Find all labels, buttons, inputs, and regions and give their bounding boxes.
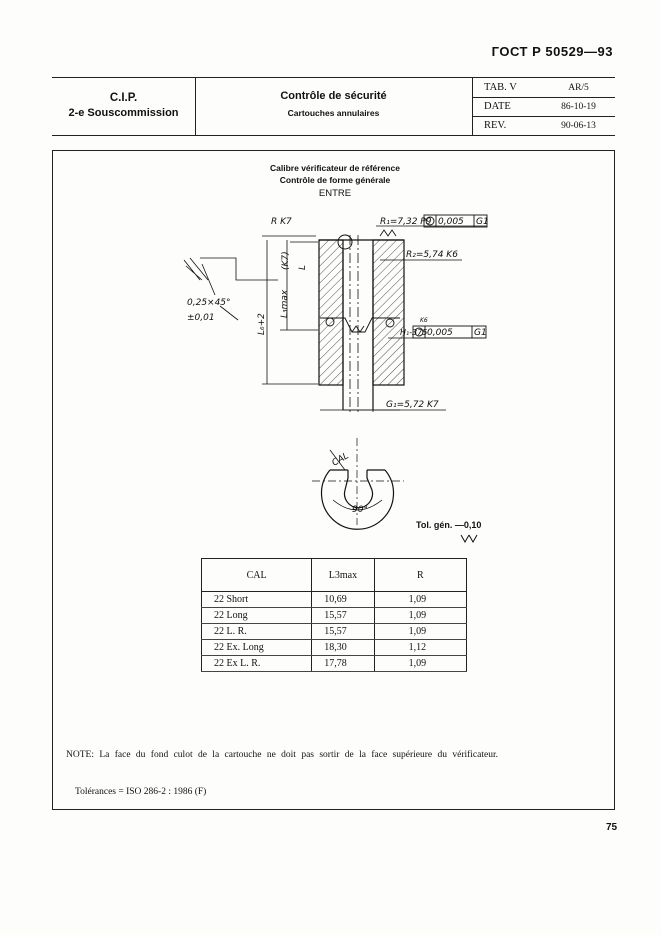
l3max-header: L3max — [312, 559, 374, 592]
label-r-k7: R K7 — [271, 217, 292, 227]
meta-label-tab: TAB. V — [484, 82, 517, 93]
label-k7-vert: (K7) — [281, 251, 291, 270]
label-h-k6: K6 — [420, 317, 428, 324]
r-header: R — [374, 559, 466, 592]
document-title: Contrôle de sécurité — [280, 90, 387, 102]
table-row — [202, 656, 467, 672]
r-cell: 1,09 — [374, 624, 466, 640]
meta-value-date: 86-10-19 — [561, 102, 596, 112]
r-cell: 1,09 — [374, 656, 466, 672]
drawing-subtitle: Contrôle de forme générale — [279, 175, 391, 185]
l3max-cell: 15,57 — [312, 608, 374, 624]
gauge-end-view — [312, 438, 404, 529]
tolerances-text: Tolérances = ISO 286-2 : 1986 (F) — [75, 787, 207, 797]
table-row — [202, 640, 467, 656]
cal-table — [201, 558, 467, 672]
note-text: NOTE: La face du fond culot de la cartouche ne doit pas sortir de la face supérieure du vérificateur. — [66, 750, 498, 760]
document-subtitle: Cartouches annulaires — [287, 108, 380, 118]
gauge-section — [319, 230, 404, 412]
r-cell: 1,09 — [374, 592, 466, 608]
meta-label-date: DATE — [484, 101, 511, 112]
l3max-cell: 18,30 — [312, 640, 374, 656]
general-tolerance: Tol. gén. —0,10 — [416, 520, 482, 530]
org-subcommission: 2-e Souscommission — [68, 107, 179, 119]
r-cell: 1,12 — [374, 640, 466, 656]
label-h: H₁-375 — [400, 328, 428, 337]
page-number: 75 — [606, 822, 618, 833]
table-row — [202, 608, 467, 624]
label-h-tol: 0,005 — [427, 328, 453, 338]
r-cell: 1,09 — [374, 608, 466, 624]
label-chamfer: 0,25×45° — [187, 298, 231, 308]
meta-label-rev: REV. — [484, 120, 507, 131]
org-name: C.I.P. — [109, 92, 138, 104]
label-cal: CAL — [330, 451, 351, 469]
l3max-cell: 15,57 — [312, 624, 374, 640]
label-h-ref: G1 — [474, 328, 487, 338]
cal-cell: 22 Ex L. R. — [202, 656, 312, 672]
roughness-symbol — [461, 535, 477, 542]
l3max-cell: 10,69 — [312, 592, 374, 608]
label-l6: L₆+2 — [257, 313, 267, 335]
label-r1-ref: G1 — [476, 217, 489, 227]
cal-cell: 22 Ex. Long — [202, 640, 312, 656]
standard-number: ГОСТ Р 50529—93 — [491, 44, 613, 59]
drawing-title: Calibre vérificateur de référence — [270, 163, 400, 173]
label-chamfer-tol: ±0,01 — [187, 313, 215, 323]
label-g1: G₁=5,72 K7 — [386, 400, 439, 410]
label-l3max: L₃max — [280, 289, 290, 318]
cal-cell: 22 Long — [202, 608, 312, 624]
meta-value-rev: 90-06-13 — [561, 121, 596, 131]
table-row — [202, 592, 467, 608]
label-r2: R₂=5,74 K6 — [406, 250, 458, 260]
label-angle: 90° — [352, 505, 368, 515]
meta-value-tab: AR/5 — [568, 83, 589, 93]
label-l-vert: L — [298, 264, 308, 270]
label-r1: R₁=7,32 P9 — [380, 217, 432, 227]
table-row — [202, 624, 467, 640]
cal-cell: 22 Short — [202, 592, 312, 608]
cal-header: CAL — [202, 559, 312, 592]
l3max-cell: 17,78 — [312, 656, 374, 672]
cal-cell: 22 L. R. — [202, 624, 312, 640]
drawing-entre: ENTRE — [318, 188, 352, 199]
label-r1-tol: 0,005 — [438, 217, 464, 227]
